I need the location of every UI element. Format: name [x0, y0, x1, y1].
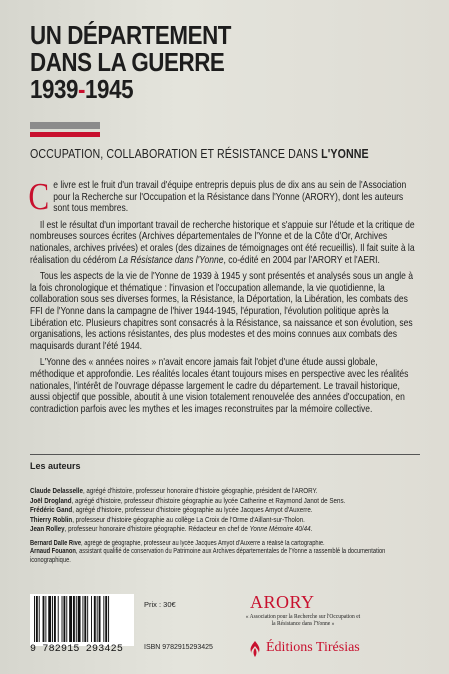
author-name: Jean Rolley — [30, 524, 65, 534]
blurb-paragraph-2 — [30, 220, 415, 266]
barcode — [30, 594, 134, 646]
decorative-red-bar — [30, 132, 100, 137]
blurb-p2-text: Il est le résultat d'un important travail de recherche historique et s'appuie sur l'étude et la critique de nombreuses sources écrites (Archives départementales de l'Yonne et de la Côte d'Or, Archives nationales, archives privées) et orales (des dizaines de témoignages ont été recueillis). Il fait suite à la réalisation du cédérom — [30, 219, 415, 266]
contributor-desc: iconographique. — [30, 556, 71, 564]
authors-heading: Les auteurs — [30, 461, 81, 471]
blurb — [28, 176, 415, 420]
contributor-entry — [30, 557, 424, 565]
arory-subtitle: « Association pour la Recherche sur l'Occupation et la Résistance dans l'Yonne » — [245, 613, 361, 628]
year-end: 1945 — [85, 74, 134, 104]
author-entry — [30, 515, 424, 525]
author-desc-end: . — [310, 524, 313, 534]
contributor-entry — [30, 540, 424, 548]
author-desc: , agrégé d'histoire, professeur d'histoire géographie au lycée Jacques Amyot d'Auxerre. — [72, 505, 313, 515]
contributor-name: Arnaud Fouanon — [30, 548, 76, 556]
author-entry — [30, 496, 424, 506]
tiresias-flame-icon — [246, 640, 264, 663]
blurb-paragraph-3: Tous les aspects de la vie de l'Yonne de 1939 à 1945 y sont présentés et analysés sous un angle à la fois chronologique et thématique : l'invasion et l'occupation allemande, la vie quotidienne, la collaboration sous ses diverses formes, la Résistance, la Déportation, la Libération, les combats des FFI de l'Yonne dans la campagne de l'hiver 1944-1945, l'épuration, l'évolution politique après la Libération etc. Plusieurs chapitres sont consacrés à la Résistance, sa naissance et son évolution, ses organisations, les actions résistantes, des plus modestes et des moins connues aux combats des maquisards durant l'été 1944. — [30, 271, 413, 352]
subtitle-emphasis: L'YONNE — [321, 146, 369, 161]
title-line-2: DANS LA GUERRE — [30, 47, 225, 77]
author-name: Frédéric Gand — [30, 505, 73, 515]
author-entry — [30, 486, 424, 496]
author-entry — [30, 505, 424, 515]
book-subtitle — [30, 146, 369, 161]
author-name: Thierry Roblin — [30, 514, 73, 524]
cdrom-title: La Résistance dans l'Yonne — [118, 254, 224, 266]
contributor-name: Bernard Dalle Rive — [30, 540, 82, 547]
author-entry — [30, 524, 424, 534]
contributor-desc: , agrégé de géographie, professeur au lycée Jacques Amyot d'Auxerre a réalisé la cartographie. — [81, 540, 325, 547]
publisher-name: Éditions Tirésias — [266, 640, 360, 655]
title-years — [30, 76, 357, 103]
decorative-gray-bar — [30, 122, 100, 129]
blurb-p1-text: e livre est le fruit d'un travail d'équipe entrepris depuis plus de dix ans au sein de l'Association pour la Recherche sur l'Occupation et la Résistance dans l'Yonne (ARORY), dont les auteurs sont tous membres. — [53, 180, 407, 215]
authors-list — [30, 486, 424, 534]
contributor-entry — [30, 548, 424, 556]
blurb-p2-end: , co-édité en 2004 par l'ARORY et l'AERI. — [223, 254, 380, 266]
isbn: ISBN 9782915293425 — [144, 644, 213, 651]
book-title — [30, 22, 357, 103]
subtitle-main: OCCUPATION, COLLABORATION ET RÉSISTANCE DANS — [30, 146, 322, 161]
year-dash: - — [78, 74, 86, 104]
drop-cap: C — [28, 176, 50, 218]
author-desc: , professeur d'histoire géographie au collège La Croix de l'Orme d'Aillant-sur-Tholon. — [72, 514, 305, 524]
price: Prix : 30€ — [144, 600, 176, 609]
author-desc: , agrégé d'histoire, professeur honoraire d'histoire géographie, président de l'ARORY. — [82, 486, 318, 495]
arory-logo: ARORY — [250, 592, 315, 612]
year-start: 1939 — [30, 74, 79, 104]
author-desc: , professeur honoraire d'histoire géographie. Rédacteur en chef de — [64, 524, 250, 534]
contributor-desc: , assistant qualifié de conservation du Patrimoine aux Archives départementales de l'Yonne a rassemblé la documentation — [75, 548, 386, 556]
author-name: Claude Delasselle — [30, 486, 83, 495]
blurb-paragraph-1 — [28, 176, 415, 218]
barcode-bars — [30, 594, 134, 646]
author-desc: , agrégé d'histoire, professeur d'histoire géographie au lycée Catherine et Raymond Janot de Sens. — [71, 495, 346, 505]
author-name: Joël Drogland — [30, 495, 72, 505]
barcode-number: 9 782915 293425 — [30, 644, 124, 655]
contributors-list — [30, 540, 424, 565]
title-line-1: UN DÉPARTEMENT — [30, 20, 232, 50]
blurb-paragraph-4: L'Yonne des « années noires » n'avait encore jamais fait l'objet d'une étude aussi globale, méthodique et approfondie. Les réalités locales étant toujours mises en perspective avec les réalités nationales, l'intérêt de l'ouvrage dépasse largement le cadre du département. Le travail historique, aussi objectif que possible, aboutit à une vision totalement renouvelée des années d'occupation, en contradiction parfois avec les mythes et les images reconstruites par la mémoire collective. — [30, 357, 409, 415]
divider — [30, 454, 420, 455]
journal-title: Yonne Mémoire 40/44 — [249, 524, 311, 534]
